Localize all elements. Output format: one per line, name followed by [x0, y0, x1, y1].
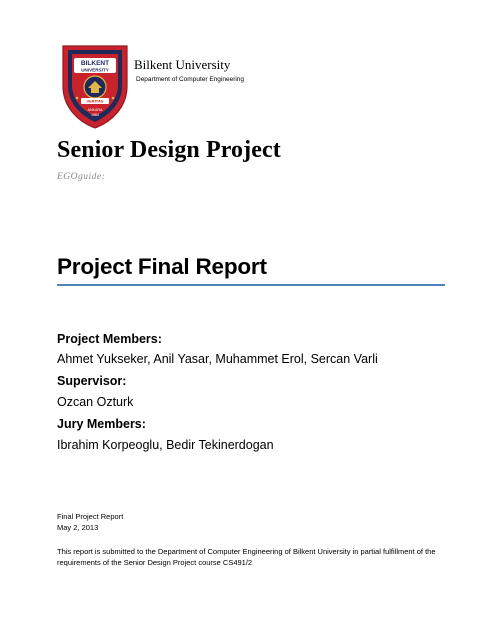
svg-text:VERITAS: VERITAS: [86, 98, 104, 104]
members-label: Project Members:: [57, 332, 162, 346]
svg-text:1984: 1984: [91, 113, 99, 117]
jury-label: Jury Members:: [57, 417, 146, 431]
supervisor-label: Supervisor:: [57, 374, 127, 388]
department-name: Department of Computer Engineering: [136, 76, 245, 83]
project-title: Senior Design Project: [57, 137, 281, 163]
svg-text:BILKENT: BILKENT: [80, 60, 110, 67]
project-subtitle: EGOguide:: [57, 172, 106, 182]
svg-text:ANKARA: ANKARA: [87, 108, 103, 112]
svg-text:UNIVERSITY: UNIVERSITY: [81, 67, 109, 73]
university-seal-icon: [55, 40, 135, 130]
report-title: Project Final Report: [57, 254, 267, 279]
university-name: Bilkent University: [134, 57, 231, 72]
title-divider: [57, 284, 445, 286]
supervisor-name: Ozcan Ozturk: [57, 395, 134, 409]
report-type: Final Project Report: [57, 512, 124, 521]
submission-statement: This report is submitted to the Department of Computer Engineering of Bilkent University in partial fulfillment of the requirements of the Senior Design Project course CS491/2: [57, 547, 436, 567]
jury-members-list: Ibrahim Korpeoglu, Bedir Tekinerdogan: [57, 438, 274, 452]
members-list: Ahmet Yukseker, Anil Yasar, Muhammet Erol, Sercan Varli: [57, 352, 378, 366]
report-date: May 2, 2013: [57, 523, 99, 532]
university-logo: [55, 40, 135, 130]
